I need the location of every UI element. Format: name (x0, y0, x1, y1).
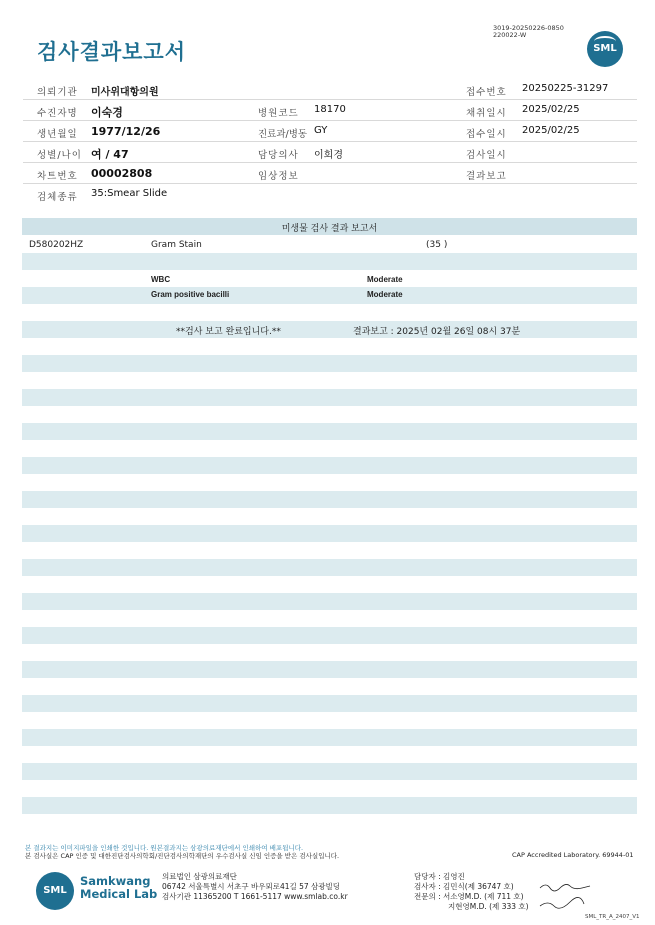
hospital-code: 18170 (314, 104, 346, 115)
sex-age: 여 / 47 (91, 148, 129, 161)
patient-label: 수진자명 (37, 108, 78, 119)
receipt-no-label: 접수번호 (466, 87, 507, 98)
sex-age-label: 성별/나이 (37, 150, 82, 161)
patient-name: 이숙경 (91, 106, 123, 119)
empty-band (22, 491, 637, 508)
result-value: Moderate (367, 275, 403, 284)
empty-band (22, 627, 637, 644)
specimen: 35:Smear Slide (91, 188, 168, 199)
empty-band (22, 661, 637, 678)
page-title: 검사결과보고서 (37, 40, 187, 64)
dob: 1977/12/26 (91, 125, 161, 138)
info-row-3 (23, 121, 637, 142)
result-name: Gram positive bacilli (151, 290, 230, 299)
empty-band (22, 423, 637, 440)
footer-notice-1: 본 결과지는 이미지파일을 인쇄한 것입니다. 원본결과지는 삼광의료재단에서 인쇄하여 배포됩니다. (25, 844, 304, 852)
result-value: Moderate (367, 290, 403, 299)
dept: GY (314, 125, 328, 136)
empty-band (22, 525, 637, 542)
doctor-label: 담당의사 (258, 150, 299, 161)
logo-text: SML (593, 43, 617, 54)
section-header (22, 218, 637, 235)
info-row-6 (23, 184, 637, 204)
result-name: WBC (151, 275, 171, 284)
hospital-code-label: 병원코드 (258, 108, 299, 119)
test-count: (35 ) (426, 240, 448, 250)
doc-id-line: 220022-W (493, 31, 527, 39)
info-row-4 (23, 142, 637, 163)
receipt-date: 2025/02/25 (522, 125, 580, 136)
doc-id-line: 3019-20250226-0850 (493, 24, 564, 32)
section-title: 미생물 검사 결과 보고서 (281, 224, 378, 234)
completion-row (22, 321, 637, 338)
brand-line: Medical Lab (80, 887, 158, 901)
report-time: 결과보고 : 2025년 02월 26일 08시 37분 (353, 327, 521, 337)
org-address: 06742 서울특별시 서초구 바우뫼로41길 57 삼광빌딩 (162, 882, 341, 891)
empty-band (22, 729, 637, 746)
signature-image (538, 880, 594, 914)
dob-label: 생년월일 (37, 129, 78, 140)
band (22, 253, 637, 270)
staff-line: 검사자 : 김민식(제 36747 호) (414, 882, 514, 891)
footer-org-info (162, 872, 348, 902)
org-contact: 검사기관 11365200 T 1661-5117 www.smlab.co.kr (162, 892, 348, 901)
empty-band (22, 457, 637, 474)
sml-footer-logo: SML (36, 872, 74, 910)
doctor: 이희경 (314, 150, 343, 161)
info-row-5 (23, 163, 637, 184)
empty-band (22, 797, 637, 814)
info-row-2 (23, 100, 637, 121)
chart-no: 00002808 (91, 167, 153, 180)
collection-date: 2025/02/25 (522, 104, 580, 115)
cap-accreditation: CAP Accredited Laboratory. 69944-01 (512, 851, 634, 859)
result-row (22, 272, 637, 288)
dept-label: 진료과/병동 (258, 129, 308, 140)
specimen-label: 검체종류 (37, 192, 78, 203)
receipt-no: 20250225-31297 (522, 83, 609, 94)
completion-message: **검사 보고 완료입니다.** (176, 327, 281, 337)
test-code: D580202HZ (29, 240, 84, 250)
empty-band (22, 593, 637, 610)
logo-arc-icon (594, 36, 616, 47)
result-report-label: 결과보고 (466, 171, 507, 182)
footer-notice-2: 본 검사실은 CAP 인증 및 대한진단검사의학회/진단검사의학재단의 우수검사실 신임 인증을 받은 검사실입니다. (25, 852, 340, 860)
brand-name (80, 875, 157, 901)
footer-staff (414, 872, 529, 912)
empty-band (22, 763, 637, 780)
result-row (22, 287, 637, 304)
info-row-1 (23, 79, 637, 100)
test-row (22, 237, 637, 253)
test-date-label: 검사일시 (466, 150, 507, 161)
empty-band (22, 389, 637, 406)
empty-band (22, 559, 637, 576)
document-id (493, 25, 564, 39)
empty-band (22, 355, 637, 372)
collection-date-label: 채취일시 (466, 108, 507, 119)
requesting-org-label: 의뢰기관 (37, 87, 78, 98)
empty-band (22, 695, 637, 712)
org-name: 의료법인 삼광의료재단 (162, 872, 237, 881)
receipt-date-label: 접수일시 (466, 129, 507, 140)
requesting-org: 미사위대항의원 (91, 87, 159, 98)
staff-line: 담당자 : 김영진 (414, 872, 465, 881)
test-name: Gram Stain (151, 240, 202, 250)
staff-line: 지현영M.D. (제 333 호) (448, 902, 529, 911)
sml-logo (587, 31, 623, 67)
brand-line: Samkwang (80, 874, 151, 888)
form-code: SML_TR_A_2407_V1 (585, 914, 640, 920)
clinical-label: 임상정보 (258, 171, 299, 182)
staff-line: 전문의 : 서소영M.D. (제 711 호) (414, 892, 524, 901)
chart-no-label: 차트번호 (37, 171, 78, 182)
